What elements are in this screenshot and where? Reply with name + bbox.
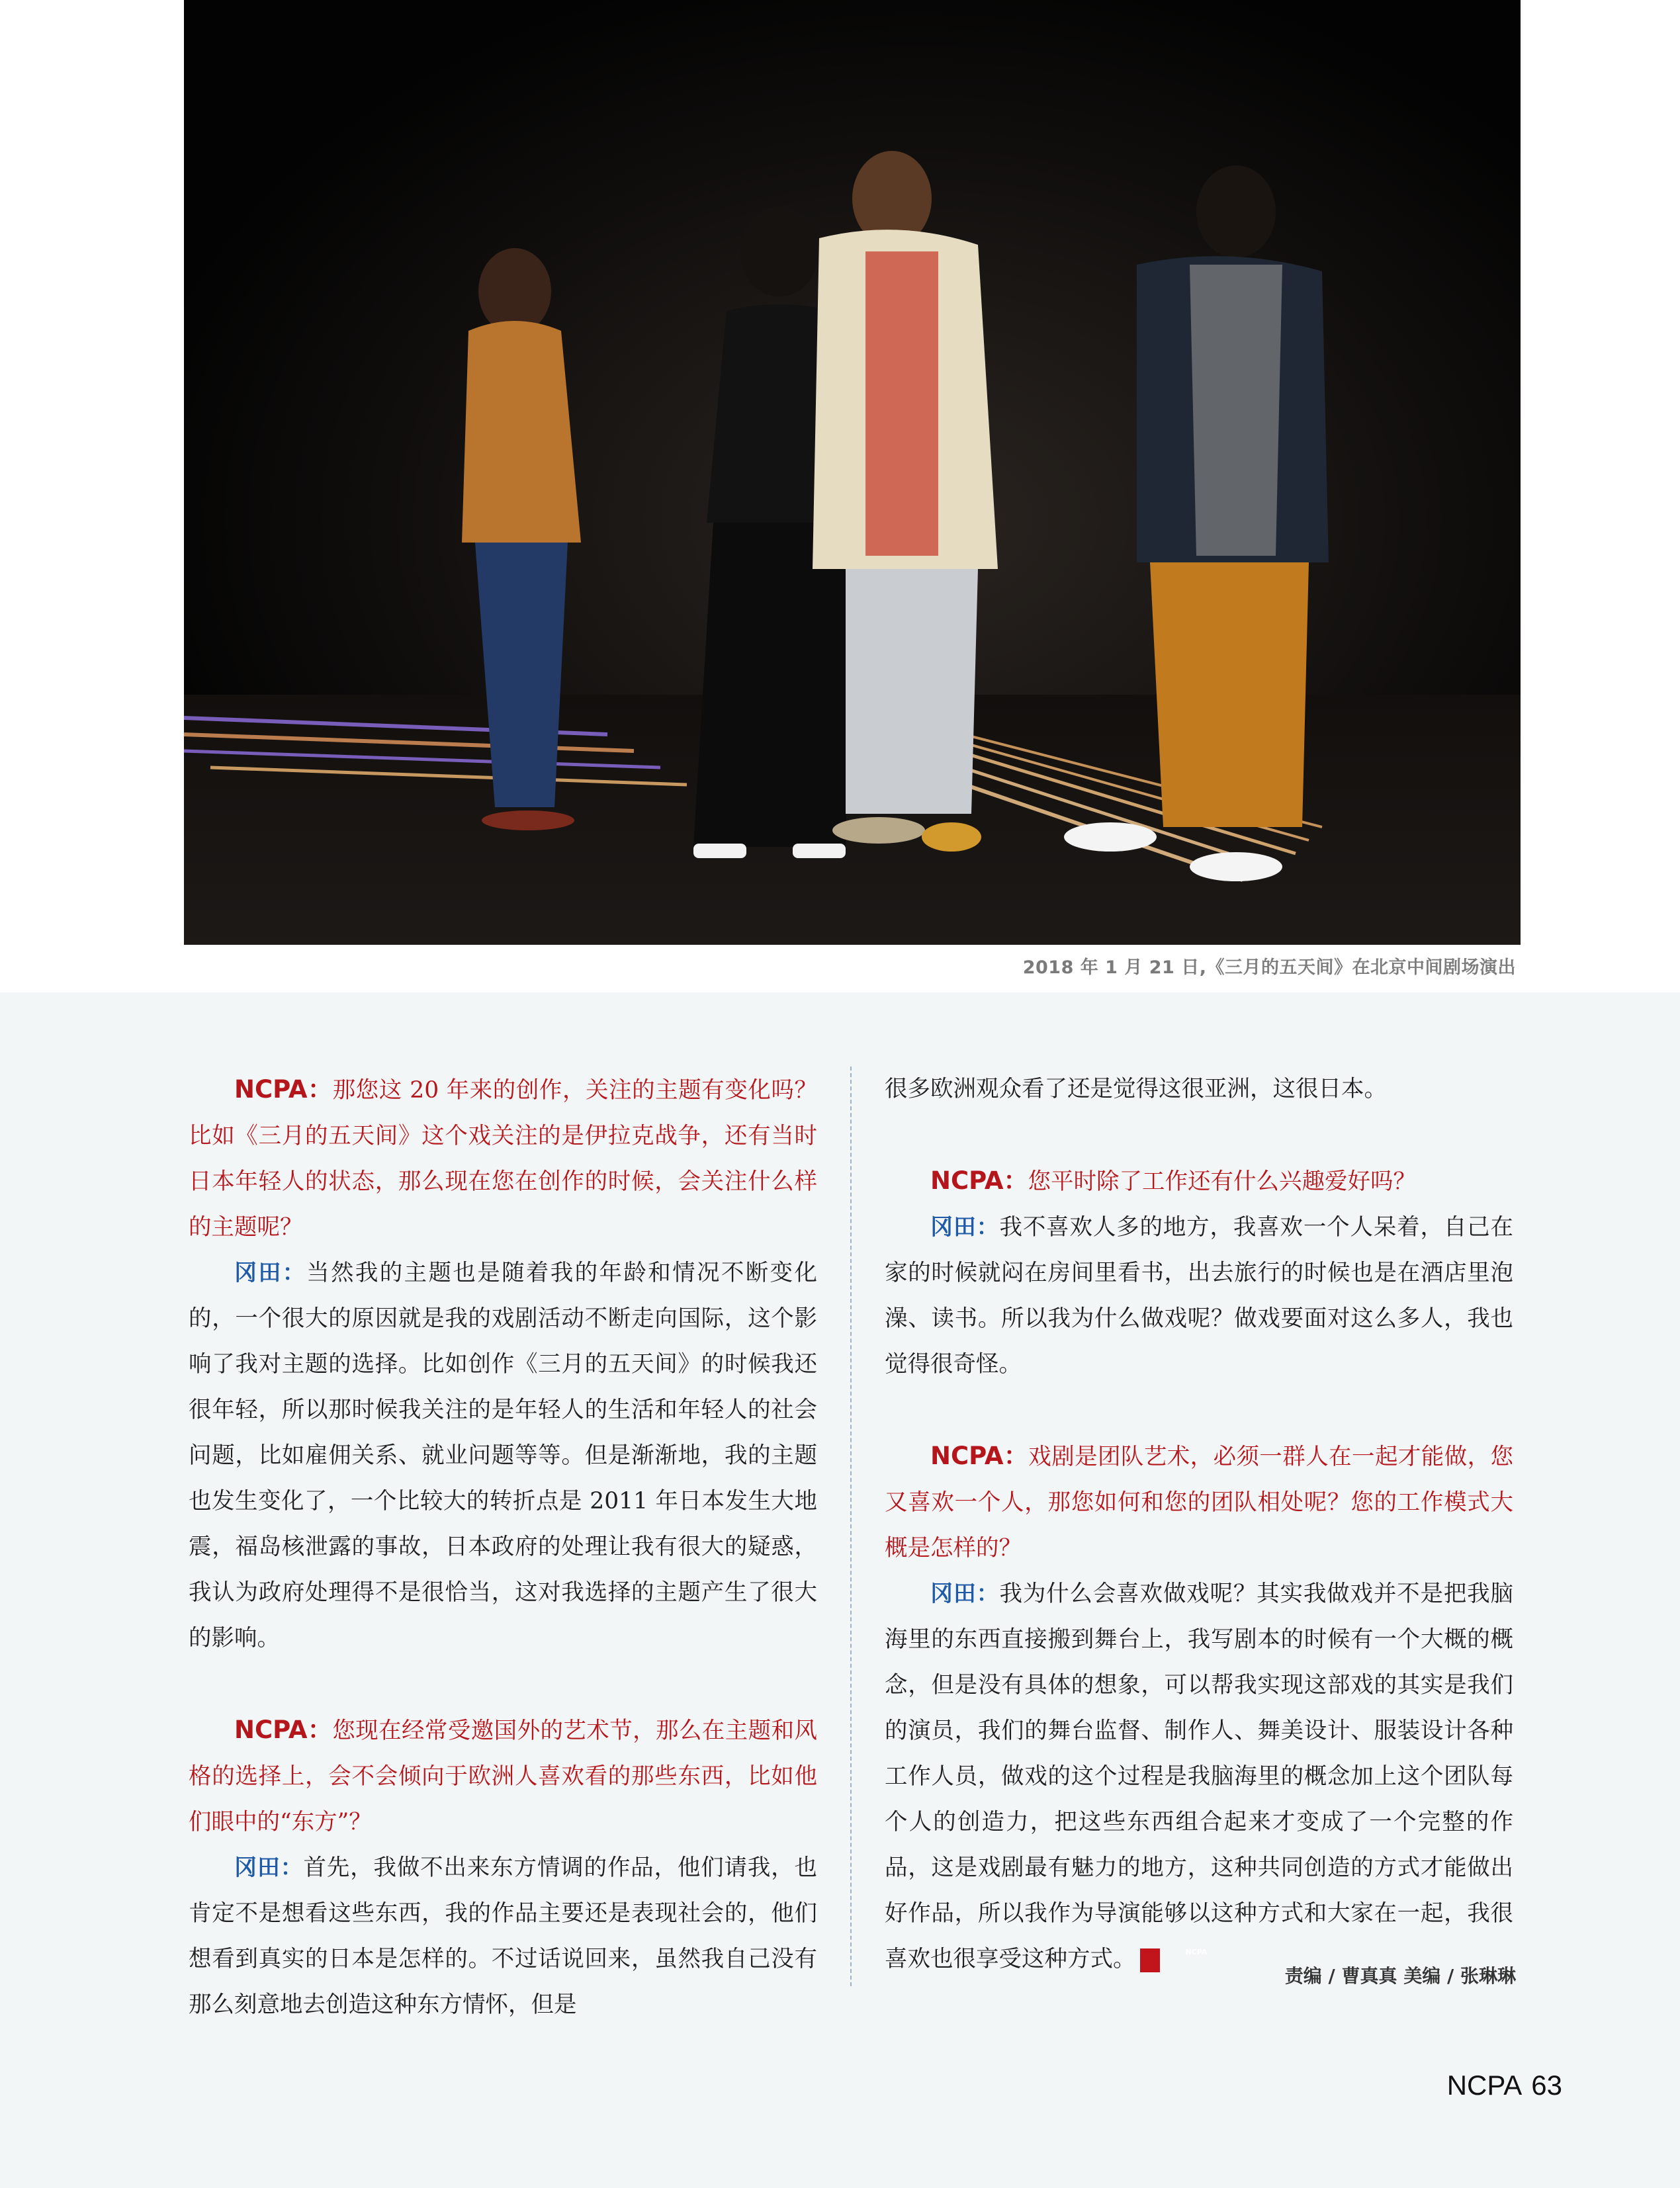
question-text: 您现在经常受邀国外的艺术节，那么在主题和风格的选择上，会不会倾向于欧洲人喜欢看的那些东西，比如他们眼中的“东方”？ (189, 1718, 817, 1835)
continued-text: 很多欧洲观众看了还是觉得这很亚洲，这很日本。 (885, 1076, 1387, 1102)
column-divider (850, 1067, 852, 1986)
speaker-ncpa: NCPA： (930, 1442, 1029, 1470)
paragraph-gap (885, 1387, 1513, 1433)
speaker-ncpa: NCPA： (930, 1166, 1028, 1195)
answer-text: 首先，我做不出来东方情调的作品，他们请我，也肯定不是想看这些东西，我的作品主要还是表现社会的，他们想看到真实的日本是怎样的。不过话说回来，虽然我自己没有那么刻意地去创造这种东方情怀，但是 (189, 1855, 817, 2018)
question-block (189, 1067, 817, 1250)
publication-name: NCPA (1446, 2070, 1523, 2101)
answer-block (189, 1250, 817, 1661)
page-number: 63 (1531, 2070, 1562, 2101)
paragraph-gap (885, 1112, 1513, 1158)
question-block (885, 1433, 1513, 1571)
speaker-okada: 冈田： (234, 1260, 307, 1286)
article-right-column (885, 1067, 1513, 1982)
editor-credits: 责编 / 曹真真 美编 / 张琳琳 (1284, 1965, 1516, 1987)
speaker-ncpa: NCPA： (234, 1075, 333, 1104)
question-text: 您平时除了工作还有什么兴趣爱好吗？ (1028, 1168, 1416, 1195)
page-footer (1447, 2070, 1562, 2101)
answer-text: 我为什么会喜欢做戏呢？其实我做戏并不是把我脑海里的东西直接搬到舞台上，我写剧本的时候有一个大概的概念，但是没有具体的想象，可以帮我实现这部戏的其实是我们的演员，我们的舞台监督、制作人、舞美设计、服装设计各种工作人员，做戏的这个过程是我脑海里的概念加上这个团队每个人的创造力，把这些东西组合起来才变成了一个完整的作品，这是戏剧最有魅力的地方，这种共同创造的方式才能做出好作品，所以我作为导演能够以这种方式和大家在一起，我很喜欢也很享受这种方式。 (885, 1581, 1513, 1972)
article-left-column (189, 1067, 817, 2028)
answer-block (885, 1571, 1513, 1982)
question-text: 戏剧是团队艺术，必须一群人在一起才能做，您又喜欢一个人，那您如何和您的团队相处呢？您的工作模式大概是怎样的？ (885, 1444, 1513, 1561)
end-mark-icon: NCPA (1140, 1948, 1160, 1972)
speaker-ncpa: NCPA： (234, 1716, 333, 1744)
answer-text: 当然我的主题也是随着我的年龄和情况不断变化的，一个很大的原因就是我的戏剧活动不断走向国际，这个影响了我对主题的选择。比如创作《三月的五天间》的时候我还很年轻，所以那时候我关注的是年轻人的生活和年轻人的社会问题，比如雇佣关系、就业问题等等。但是渐渐地，我的主题也发生变化了，一个比较大的转折点是 2011 年日本发生大地震，福岛核泄露的事故，日本政府的处理让我有很大的疑惑，我认为政府处理得不是很恰当，这对我选择的主题产生了很大的影响。 (189, 1260, 817, 1651)
answer-block (885, 1205, 1513, 1387)
answer-block (189, 1845, 817, 2028)
question-block (189, 1707, 817, 1845)
speaker-okada: 冈田： (930, 1214, 1000, 1241)
question-block (885, 1158, 1513, 1205)
photo-caption: 2018 年 1 月 21 日,《三月的五天间》在北京中间剧场演出 (1022, 957, 1516, 978)
speaker-okada: 冈田： (930, 1581, 1000, 1607)
stage-performance-photo (184, 0, 1521, 945)
photo-illustration (184, 0, 1521, 945)
question-text: 那您这 20 年来的创作，关注的主题有变化吗？比如《三月的五天间》这个戏关注的是伊拉克战争，还有当时日本年轻人的状态，那么现在您在创作的时候，会关注什么样的主题呢？ (189, 1077, 817, 1241)
answer-text: 我不喜欢人多的地方，我喜欢一个人呆着，自己在家的时候就闷在房间里看书，出去旅行的时候也是在酒店里泡澡、读书。所以我为什么做戏呢？做戏要面对这么多人，我也觉得很奇怪。 (885, 1214, 1513, 1378)
paragraph-gap (189, 1661, 817, 1707)
speaker-okada: 冈田： (234, 1855, 304, 1881)
